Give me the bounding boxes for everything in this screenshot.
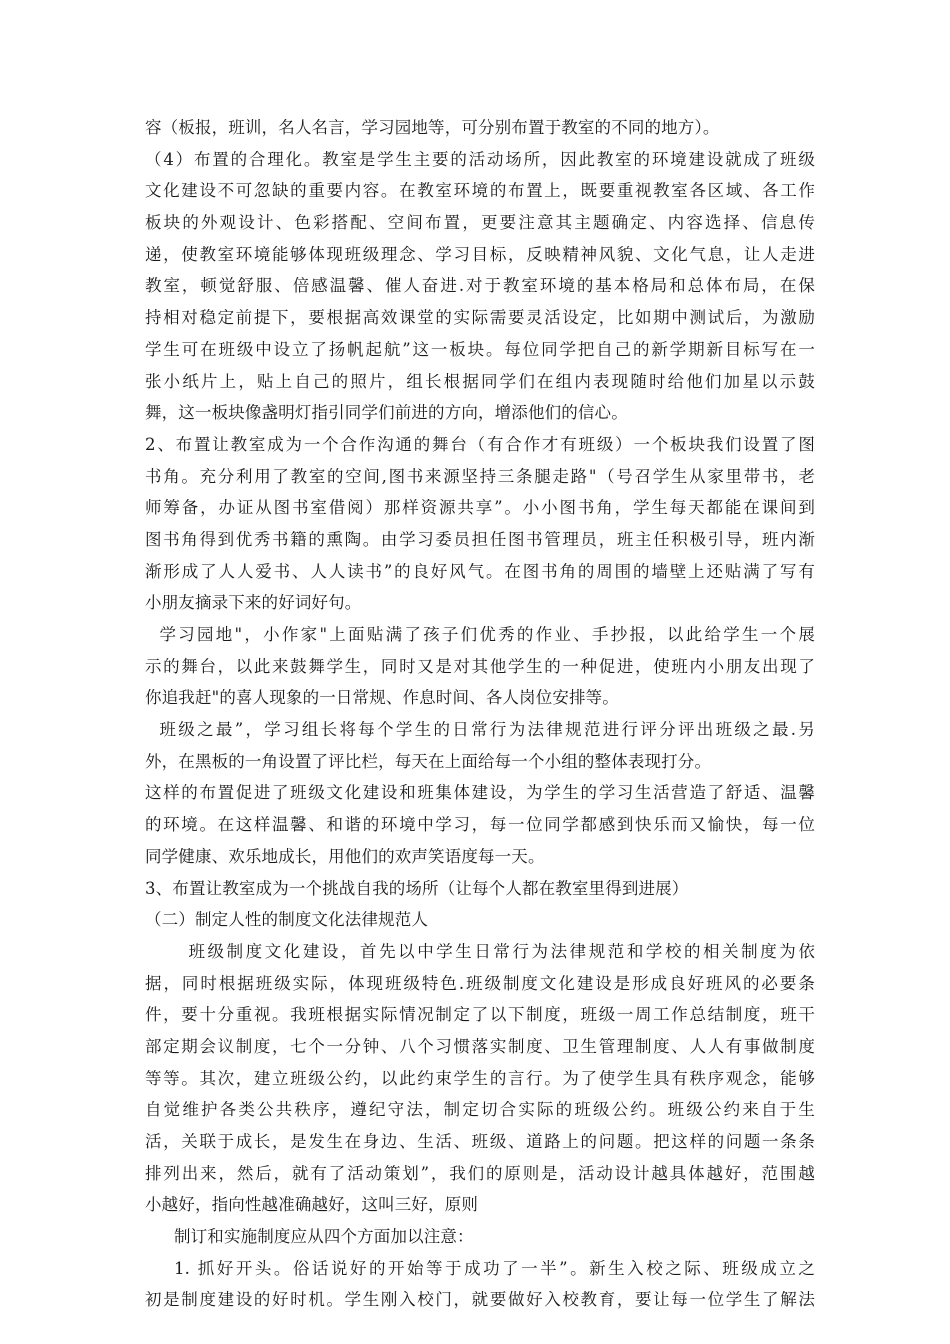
text-line: 渐形成了人人爱书、人人读书”的良好风气。在图书角的周围的墙壁上还贴满了写有 — [145, 561, 815, 581]
text-line: 舞，这一板块像盏明灯指引同学们前进的方向，增添他们的信心。 — [145, 403, 628, 423]
text-line: 3、布置让教室成为一个挑战自我的场所（让每个人都在教室里得到进展） — [145, 878, 689, 898]
text-line: 这样的布置促进了班级文化建设和班集体建设，为学生的学习生活营造了舒适、温馨 — [145, 783, 815, 803]
text-line: 据，同时根据班级实际，体现班级特色.班级制度文化建设是形成良好班风的必要条 — [145, 973, 815, 993]
text-line: 书角。充分利用了教室的空间,图书来源坚持三条腿走路"（号召学生从家里带书，老 — [145, 466, 815, 486]
document-page — [145, 112, 815, 1316]
text-line: 容（板报，班训，名人名言，学习园地等，可分别布置于教室的不同的地方）。 — [145, 118, 720, 137]
text-line: 的环境。在这样温馨、和谐的环境中学习，每一位同学都感到快乐而又愉快，每一位 — [145, 815, 815, 835]
text-line: 文化建设不可忽缺的重要内容。在教室环境的布置上，既要重视教室各区域、各工作 — [145, 181, 815, 201]
text-line: （4）布置的合理化。教室是学生主要的活动场所，因此教室的环境建设就成了班级 — [145, 149, 815, 169]
text-line: 自觉维护各类公共秩序，遵纪守法，制定切合实际的班级公约。班级公约来自于生 — [145, 1100, 815, 1120]
text-line: 外，在黑板的一角设置了评比栏，每天在上面给每一个小组的整体表现打分。 — [145, 751, 712, 771]
text-line: （二）制定人性的制度文化法律规范人 — [145, 910, 429, 930]
text-line: 图书角得到优秀书籍的熏陶。由学习委员担任图书管理员，班主任积极引导，班内渐 — [145, 529, 815, 549]
text-line: 班级制度文化建设，首先以中学生日常行为法律规范和学校的相关制度为依 — [188, 941, 815, 961]
text-line: 小朋友摘录下来的好词好句。 — [145, 593, 362, 613]
text-line: 递，使教室环境能够体现班级理念、学习目标，反映精神风貌、文化气息，让人走进 — [145, 244, 815, 264]
text-line: 学习园地"，小作家"上面贴满了孩子们优秀的作业、手抄报，以此给学生一个展 — [159, 625, 815, 644]
text-line: 师筹备，办证从图书室借阅）那样资源共享”。小小图书角，学生每天都能在课间到 — [145, 498, 815, 518]
text-line: 部定期会议制度，七个一分钟、八个习惯落实制度、卫生管理制度、人人有事做制度 — [145, 1036, 815, 1056]
text-line: 学生可在班级中设立了扬帆起航”这一板块。每位同学把自己的新学期新目标写在一 — [145, 339, 815, 359]
text-line: 初是制度建设的好时机。学生刚入校门，就要做好入校教育，要让每一位学生了解法 — [145, 1290, 815, 1310]
text-line: 张小纸片上，贴上自己的照片，组长根据同学们在组内表现随时给他们加星以示鼓 — [145, 371, 815, 391]
text-line: 小越好，指向性越准确越好，这叫三好，原则 — [145, 1195, 478, 1215]
text-line: 件，要十分重视。我班根据实际情况制定了以下制度，班级一周工作总结制度，班干 — [145, 1005, 815, 1025]
text-line: 排列出来，然后，就有了活动策划”，我们的原则是，活动设计越具体越好，范围越 — [145, 1163, 815, 1183]
text-line: 你追我赶"的喜人现象的一日常规、作息时间、各人岗位安排等。 — [145, 688, 619, 708]
text-line: 活，关联于成长，是发生在身边、生活、班级、道路上的问题。把这样的问题一条条 — [145, 1132, 815, 1151]
text-line: 2、布置让教室成为一个合作沟通的舞台（有合作才有班级）一个板块我们设置了图 — [145, 434, 815, 454]
text-line: 板块的外观设计、色彩搭配、空间布置，更要注意其主题确定、内容选择、信息传 — [145, 213, 815, 233]
text-line: 制订和实施制度应从四个方面加以注意： — [174, 1227, 474, 1247]
text-line: 持相对稳定前提下，要根据高效课堂的实际需要灵活设定，比如期中测试后，为激励 — [145, 308, 815, 328]
text-line: 1. 抓好开头。俗话说好的开始等于成功了一半”。新生入校之际、班级成立之 — [174, 1258, 815, 1278]
text-line: 等等。其次，建立班级公约，以此约束学生的言行。为了使学生具有秩序观念，能够 — [145, 1068, 815, 1088]
text-line: 教室，顿觉舒服、倍感温馨、催人奋进.对于教室环境的基本格局和总体布局，在保 — [145, 276, 815, 296]
text-line: 示的舞台，以此来鼓舞学生，同时又是对其他学生的一种促进，使班内小朋友出现了 — [145, 656, 815, 676]
text-line: 同学健康、欢乐地成长，用他们的欢声笑语度每一天。 — [145, 846, 545, 866]
text-line: 班级之最”，学习组长将每个学生的日常行为法律规范进行评分评出班级之最.另 — [159, 720, 815, 740]
